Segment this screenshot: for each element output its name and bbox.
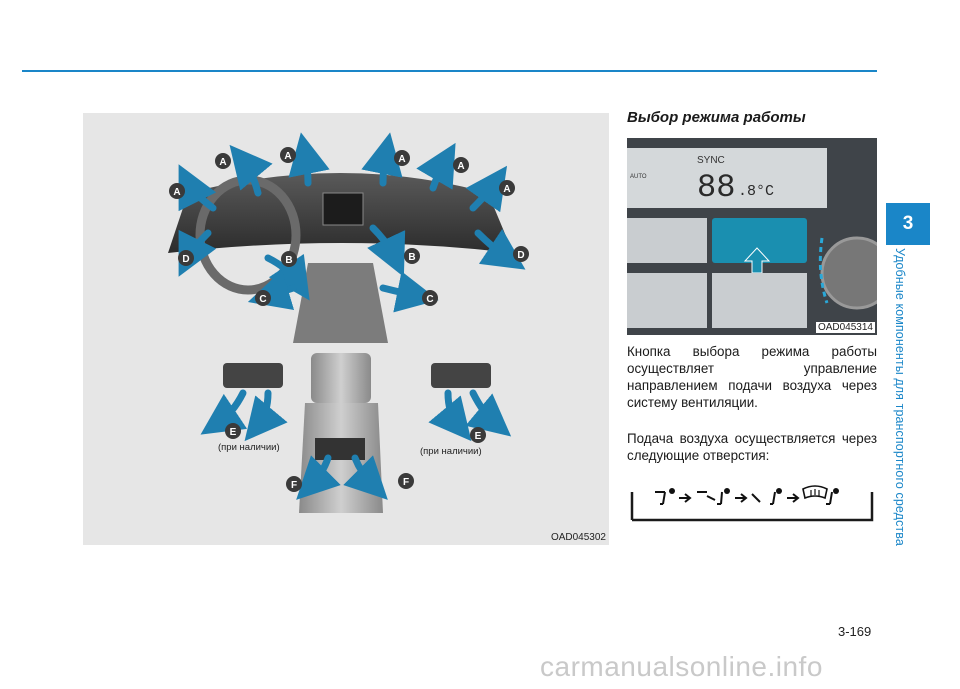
panel-button-left — [627, 218, 707, 263]
page-number: 3-169 — [838, 624, 872, 639]
interior-illustration — [83, 113, 609, 545]
svg-text:E: E — [229, 427, 237, 438]
svg-text:D: D — [182, 254, 190, 265]
svg-text:A: A — [173, 187, 181, 198]
svg-text:B: B — [408, 252, 416, 263]
section-title: Выбор режима работы — [627, 109, 806, 126]
mode-icon-floor-defrost — [803, 486, 839, 504]
figure-code-left: OAD045302 — [550, 532, 606, 543]
floor-vent-left — [223, 363, 283, 388]
mode-cycle-diagram — [627, 480, 877, 526]
climate-panel-illustration — [627, 138, 877, 335]
center-screen — [323, 193, 363, 225]
lcd-auto: AUTO — [630, 174, 647, 180]
lcd-digits: 88 — [697, 169, 736, 206]
svg-text:C: C — [259, 294, 267, 305]
callout-a5 — [453, 157, 469, 173]
lcd-sync: SYNC — [697, 155, 725, 166]
svg-text:E: E — [474, 431, 482, 442]
svg-text:D: D — [517, 250, 525, 261]
callout-c2 — [422, 290, 438, 306]
cycle-return-line — [632, 492, 872, 520]
callout-a3 — [280, 147, 296, 163]
callout-a6 — [499, 180, 515, 196]
paragraph-airflow: Подача воздуха осуществляется через следующие отверстия: — [627, 431, 877, 463]
panel-button-bottom-left — [627, 273, 707, 328]
mode-icon-face-floor — [697, 488, 730, 504]
mode-icon-floor — [752, 488, 782, 504]
paragraph-mode-button: Кнопка выбора режима работы осуществляет управление направлением подачи воздуха через систему вентиляции. — [627, 344, 877, 410]
climate-panel-figure — [627, 138, 877, 335]
arrow-icon-3 — [787, 494, 798, 502]
top-rule — [22, 70, 877, 72]
floor-vent-right — [431, 363, 491, 388]
chapter-number-tab: 3 — [886, 203, 930, 245]
callout-f1 — [286, 476, 302, 492]
callout-a2 — [215, 153, 231, 169]
armrest — [311, 353, 371, 403]
arrow-icon-1 — [679, 494, 690, 502]
svg-text:A: A — [398, 154, 406, 165]
watermark: carmanualsonline.info — [540, 651, 823, 682]
callout-c1 — [255, 290, 271, 306]
callout-e1 — [225, 423, 241, 439]
lcd-temp: .8°C — [738, 183, 775, 200]
optional-label-right: (при наличии) — [420, 446, 482, 457]
chapter-title-wrapper — [893, 248, 923, 578]
svg-text:A: A — [284, 151, 292, 162]
svg-text:C: C — [426, 294, 434, 305]
svg-text:A: A — [219, 157, 227, 168]
callout-d1 — [178, 250, 194, 266]
mode-icon-face — [655, 488, 675, 504]
callout-a4 — [394, 150, 410, 166]
callout-a1 — [169, 183, 185, 199]
svg-text:A: A — [457, 161, 465, 172]
svg-text:B: B — [285, 255, 293, 266]
callout-f2 — [398, 473, 414, 489]
svg-text:F: F — [290, 480, 298, 491]
callout-b1 — [281, 251, 297, 267]
callout-d2 — [513, 246, 529, 262]
callout-e2 — [470, 427, 486, 443]
svg-text:F: F — [402, 477, 410, 488]
optional-label-left: (при наличии) — [218, 442, 280, 453]
temperature-knob — [822, 238, 877, 308]
chapter-title: Удобные компоненты для транспортного средства — [893, 248, 907, 546]
interior-vents-figure — [83, 113, 609, 545]
panel-button-bottom-mid — [712, 273, 807, 328]
arrow-icon-2 — [735, 494, 746, 502]
center-console — [293, 263, 388, 343]
figure-code-right: OAD045314 — [817, 322, 873, 333]
svg-text:A: A — [503, 184, 511, 195]
callout-b2 — [404, 248, 420, 264]
